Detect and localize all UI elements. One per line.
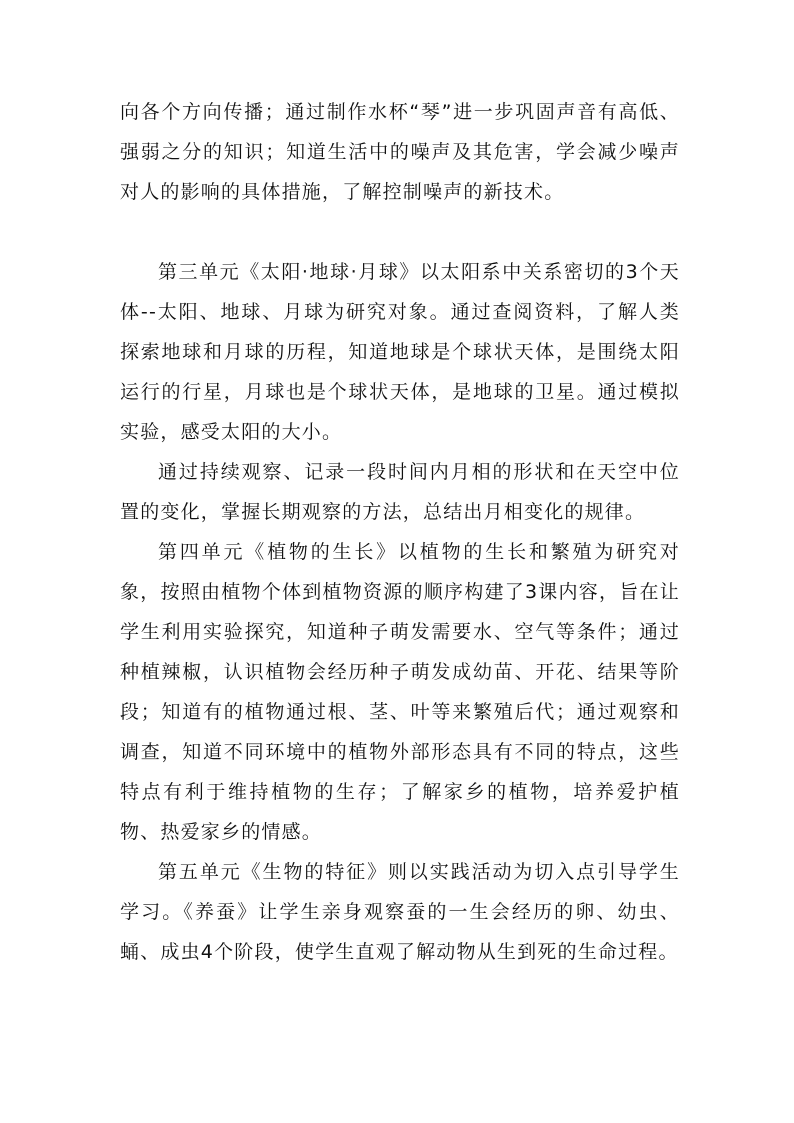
paragraph-unit-three: 第三单元《太阳·地球·月球》以太阳系中关系密切的3个天体--太阳、地球、月球为研究对象。通过查阅资料，了解人类探索地球和月球的历程，知道地球是个球状天体，是围绕太阳运行的行星，月球也是个球状天体，是地球的卫星。通过模拟实验，感受太阳的大小。 (120, 261, 680, 443)
paragraph-unit-four: 第四单元《植物的生长》以植物的生长和繁殖为研究对象，按照由植物个体到植物资源的顺序构建了3课内容，旨在让学生利用实验探究，知道种子萌发需要水、空气等条件；通过种植辣椒，认识植物会经历种子萌发成幼苗、开花、结果等阶段；知道有的植物通过根、茎、叶等来繁殖后代；通过观察和调查，知道不同环境中的植物外部形态具有不同的特点，这些特点有利于维持植物的生存；了解家乡的植物，培养爱护植物、热爱家乡的情感。 (120, 541, 680, 843)
paragraph-sound-continuation: 向各个方向传播；通过制作水杯“琴”进一步巩固声音有高低、强弱之分的知识；知道生活中的噪声及其危害，学会减少噪声对人的影响的具体措施，了解控制噪声的新技术。 (120, 101, 680, 203)
paragraph-moon-phases: 通过持续观察、记录一段时间内月相的形状和在天空中位置的变化，掌握长期观察的方法，总结出月相变化的规律。 (120, 461, 680, 523)
document-body (120, 92, 680, 972)
paragraph-unit-five: 第五单元《生物的特征》则以实践活动为切入点引导学生学习。《养蚕》让学生亲身观察蚕的一生会经历的卵、幼虫、蛹、成虫4个阶段，使学生直观了解动物从生到死的生命过程。 (120, 861, 680, 963)
